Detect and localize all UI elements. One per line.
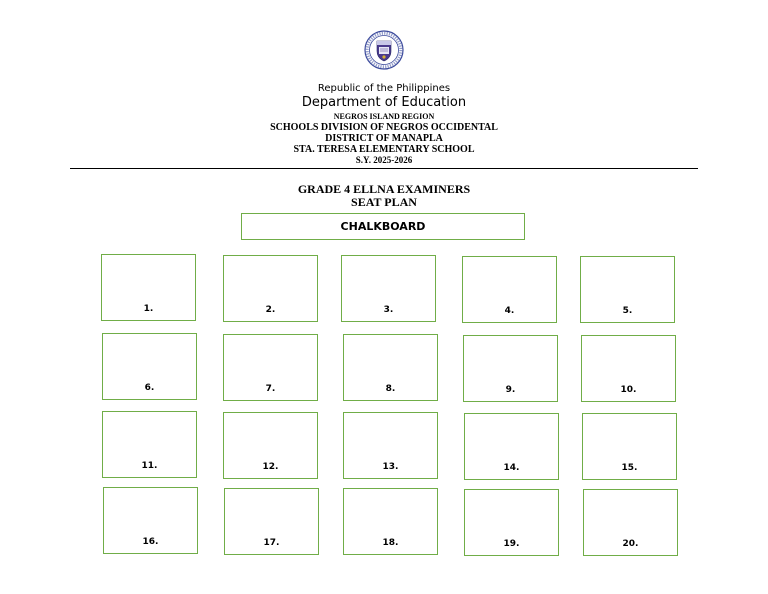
seat-box [463, 335, 558, 402]
seat-number: 20. [622, 539, 639, 549]
seat-box [343, 412, 438, 479]
seat-number: 11. [141, 461, 158, 471]
seat-box [223, 412, 318, 479]
seat-box [102, 333, 197, 400]
seat-box [580, 256, 675, 323]
seat-number: 14. [503, 463, 520, 473]
seat-number: 15. [621, 463, 638, 473]
seat-box [464, 413, 559, 480]
seat-box [343, 334, 438, 401]
seat-box [341, 255, 436, 322]
seat-number: 18. [382, 538, 399, 548]
seat-number: 16. [142, 537, 159, 547]
seat-box [581, 335, 676, 402]
seat-box [223, 334, 318, 401]
seat-box [223, 255, 318, 322]
seat-box [103, 487, 198, 554]
seat-box [102, 411, 197, 478]
header-divider [70, 168, 698, 169]
seat-number: 5. [622, 306, 633, 316]
seat-number: 7. [265, 384, 276, 394]
division-line: SCHOOLS DIVISION OF NEGROS OCCIDENTAL [270, 122, 498, 133]
seat-number: 3. [383, 305, 394, 315]
school-name: STA. TERESA ELEMENTARY SCHOOL [293, 144, 475, 155]
seat-box [224, 488, 319, 555]
seat-number: 2. [265, 305, 276, 315]
seat-number: 1. [143, 304, 154, 314]
seat-number: 12. [262, 462, 279, 472]
seat-number: 10. [620, 385, 637, 395]
chalkboard-box [241, 213, 525, 240]
document-subtitle: SEAT PLAN [351, 195, 417, 209]
seat-number: 17. [263, 538, 280, 548]
department-name: Department of Education [301, 95, 467, 110]
seat-number: 9. [505, 385, 516, 395]
seat-box [462, 256, 557, 323]
seat-number: 6. [144, 383, 155, 393]
seat-box [582, 413, 677, 480]
district-line: DISTRICT OF MANAPLA [325, 133, 443, 144]
chalkboard-label: CHALKBOARD [340, 220, 426, 233]
seat-number: 4. [504, 306, 515, 316]
deped-seal-icon [364, 30, 404, 70]
seat-box [583, 489, 678, 556]
document-title: GRADE 4 ELLNA EXAMINERS [297, 182, 471, 196]
school-year: S.Y. 2025-2026 [355, 155, 413, 165]
seat-box [343, 488, 438, 555]
seat-number: 13. [382, 462, 399, 472]
seat-number: 8. [385, 384, 396, 394]
republic-line: Republic of the Philippines [317, 83, 451, 94]
seat-box [101, 254, 196, 321]
seat-number: 19. [503, 539, 520, 549]
region-line: NEGROS ISLAND REGION [333, 112, 435, 121]
seat-box [464, 489, 559, 556]
